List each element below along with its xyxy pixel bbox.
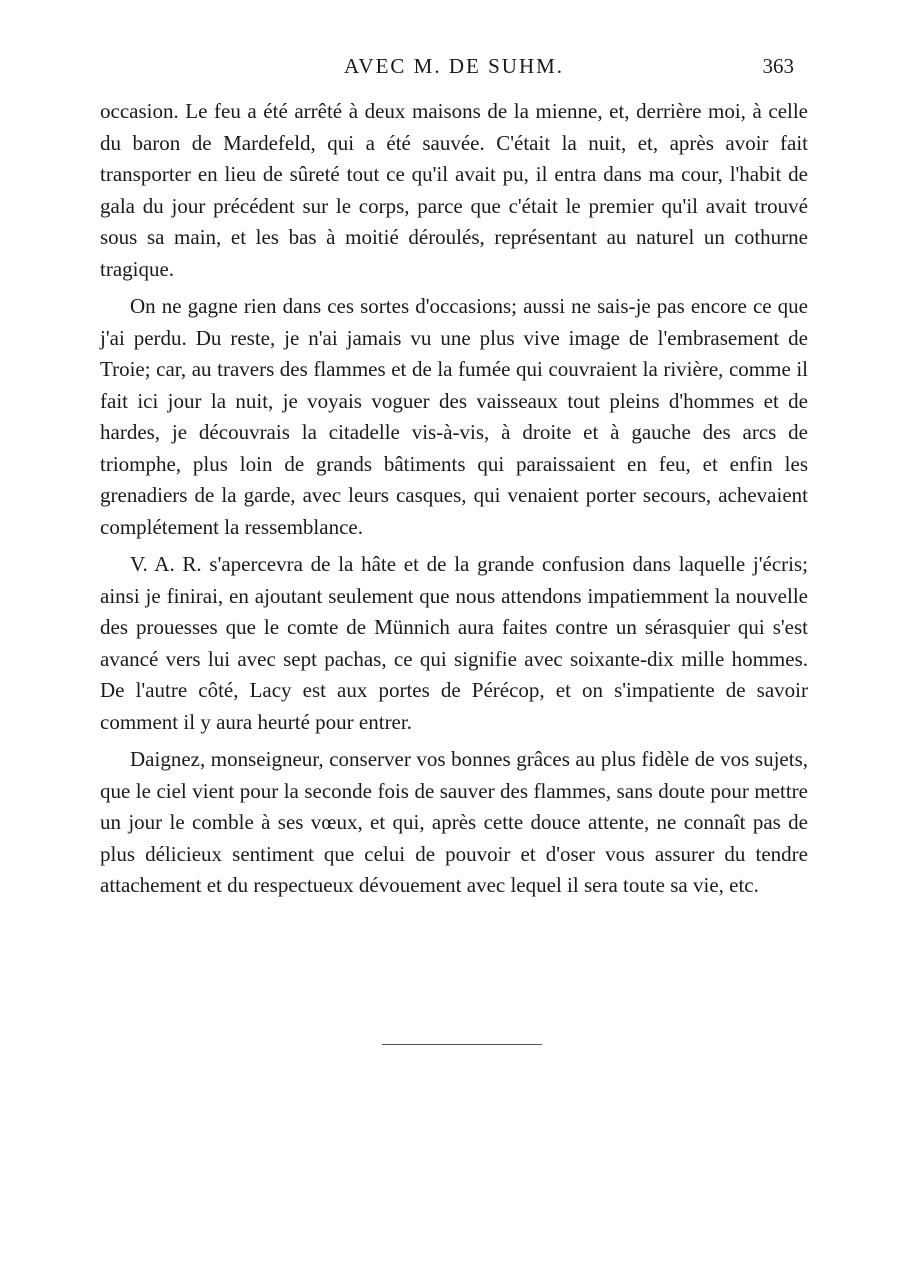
running-head: AVEC M. DE SUHM. <box>343 54 565 78</box>
page-header <box>100 54 808 84</box>
book-page <box>100 0 808 1280</box>
end-rule <box>382 1044 542 1045</box>
paragraph: Daignez, monseigneur, conserver vos bonnes grâces au plus fidèle de vos sujets, que le ciel vient pour la seconde fois de sauver des flammes, sans doute pour mettre un jour le comble à ses vœux, et qui, après cette douce attente, ne connaît pas de plus délicieux sentiment que celui de pouvoir et d'oser vous assurer du tendre attachement et du respectueux dévouement avec lequel il sera toute sa vie, etc. <box>100 747 808 897</box>
paragraph: V. A. R. s'apercevra de la hâte et de la grande confusion dans laquelle j'écris; ainsi je finirai, en ajoutant seulement que nous attendons impatiemment la nouvelle des prouesses que le comte de Münnich aura faites contre un sérasquier qui s'est avancé vers lui avec sept pachas, ce qui signifie avec soixante-dix mille hommes. De l'autre côté, Lacy est aux portes de Pérécop, et on s'impatiente de savoir comment il y aura heurté pour entrer. <box>100 552 808 734</box>
page-number: 363 <box>762 54 794 78</box>
paragraph: occasion. Le feu a été arrêté à deux maisons de la mienne, et, derrière moi, à celle du baron de Mardefeld, qui a été sauvée. C'était la nuit, et, après avoir fait transporter en lieu de sûreté tout ce qu'il avait pu, il entra dans ma cour, l'habit de gala du jour précédent sur le corps, parce que c'était le premier qu'il avait trouvé sous sa main, et les bas à moitié déroulés, représentant au naturel un cothurne tragique. <box>100 99 808 281</box>
body-text <box>100 96 808 908</box>
paragraph: On ne gagne rien dans ces sortes d'occasions; aussi ne sais-je pas encore ce que j'ai perdu. Du reste, je n'ai jamais vu une plus vive image de l'embrasement de Troie; car, au travers des flammes et de la fumée qui couvraient la rivière, comme il fait ici jour la nuit, je voyais voguer des vaisseaux tout pleins d'hommes et de hardes, je découvrais la citadelle vis-à-vis, à droite et à gauche des arcs de triomphe, plus loin de grands bâtiments qui paraissaient en feu, et enfin les grenadiers de la garde, avec leurs casques, qui venaient porter secours, achevaient complétement la ressemblance. <box>100 294 808 539</box>
